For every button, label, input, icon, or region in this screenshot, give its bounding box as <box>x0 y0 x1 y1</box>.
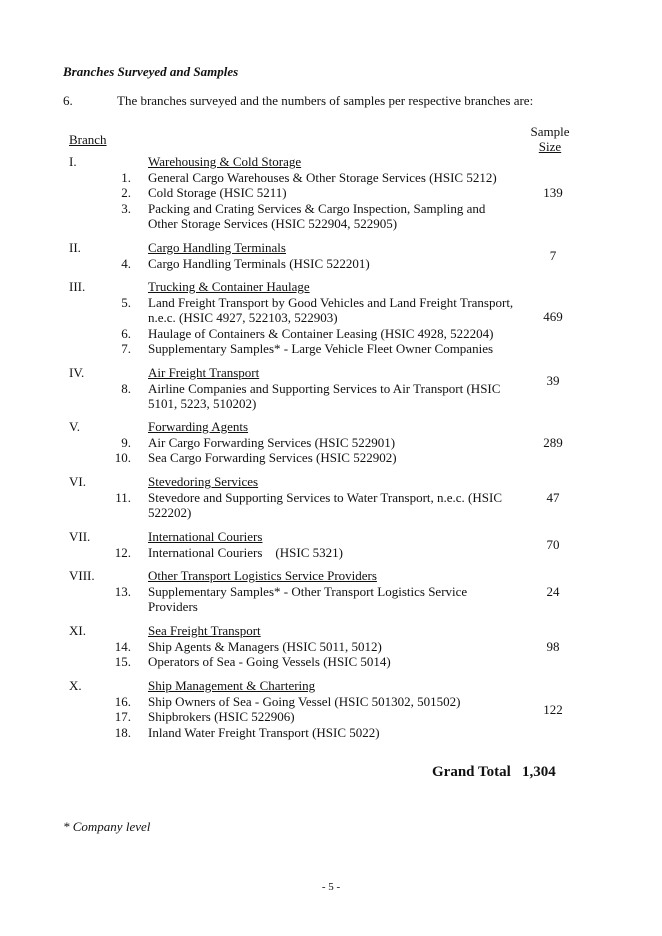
list-item <box>0 450 662 466</box>
sample-count: 122 <box>543 701 563 717</box>
branch-name: Warehousing & Cold Storage <box>148 154 302 169</box>
item-text: Stevedore and Supporting Services to Water Transport, n.e.c. (HSIC 522202) <box>148 489 506 521</box>
item-number: 12. <box>114 544 131 560</box>
branch-items <box>0 295 662 357</box>
item-text: Supplementary Samples* - Large Vehicle Fleet Owner Companies <box>148 341 494 357</box>
grand-total <box>432 764 556 781</box>
item-number: 15. <box>114 654 131 670</box>
list-item <box>0 341 662 357</box>
item-text: Air Cargo Forwarding Services (HSIC 522901) <box>148 434 396 450</box>
grand-total-label: Grand Total <box>432 764 511 780</box>
item-text: Airline Companies and Supporting Services to Air Transport (HSIC 5101, 5223, 510202) <box>148 380 504 412</box>
item-number: 18. <box>114 724 131 740</box>
footnote: * Company level <box>63 819 151 834</box>
grand-total-value: 1,304 <box>522 764 556 780</box>
item-text: Operators of Sea - Going Vessels (HSIC 5014) <box>148 654 391 670</box>
item-number: 17. <box>114 709 131 725</box>
sample-count: 24 <box>546 583 560 599</box>
sample-count: 47 <box>546 489 560 505</box>
item-number: 5. <box>121 294 131 310</box>
sample-count: 70 <box>546 536 560 552</box>
branch-name: Other Transport Logistics Service Providers <box>148 568 377 583</box>
section-title: Branches Surveyed and Samples <box>63 64 239 79</box>
item-number: 8. <box>121 380 131 396</box>
branch-roman-numeral: III. <box>69 279 86 294</box>
sample-count: 98 <box>546 638 560 654</box>
item-text: Ship Agents & Managers (HSIC 5011, 5012) <box>148 638 382 654</box>
item-text: Shipbrokers (HSIC 522906) <box>148 709 295 725</box>
sample-count: 7 <box>549 247 557 263</box>
branch-roman-numeral: VI. <box>69 474 86 489</box>
sample-size-column-header <box>525 124 575 154</box>
branch-name: International Couriers <box>148 529 263 544</box>
sample-header-line2: Size <box>538 139 562 154</box>
sample-count: 39 <box>546 372 560 388</box>
branch-roman-numeral: II. <box>69 240 81 255</box>
item-text: Cargo Handling Terminals (HSIC 522201) <box>148 255 370 271</box>
item-text: Packing and Crating Services & Cargo Inspection, Sampling and Other Storage Services (HSIC 522904, 522905) <box>148 200 489 232</box>
branch-roman-numeral: VII. <box>69 529 91 544</box>
branch-name: Cargo Handling Terminals <box>148 240 286 255</box>
branch-roman-numeral: XI. <box>69 623 86 638</box>
branch-name: Trucking & Container Haulage <box>148 279 310 294</box>
branch-roman-numeral: IV. <box>69 365 85 380</box>
item-number: 2. <box>121 185 131 201</box>
list-item <box>0 654 662 670</box>
item-text: Sea Cargo Forwarding Services (HSIC 522902) <box>148 450 397 466</box>
item-number: 10. <box>114 450 131 466</box>
item-number: 16. <box>114 693 131 709</box>
item-text: Ship Owners of Sea - Going Vessel (HSIC 501302, 501502) <box>148 693 461 709</box>
item-number: 4. <box>121 255 131 271</box>
branch-roman-numeral: I. <box>69 154 77 169</box>
item-number: 14. <box>114 638 131 654</box>
list-item <box>0 201 662 232</box>
item-text: Supplementary Samples* - Other Transport Logistics Service Providers <box>148 583 471 615</box>
item-number: 9. <box>121 434 131 450</box>
sample-header-line1: Sample <box>530 124 570 139</box>
list-item <box>0 725 662 741</box>
item-number: 1. <box>121 169 131 185</box>
sample-count: 469 <box>543 309 563 324</box>
list-item <box>0 170 662 186</box>
item-number: 6. <box>121 325 131 341</box>
item-text: International Couriers (HSIC 5321) <box>148 544 343 560</box>
item-number: 11. <box>115 489 131 505</box>
item-text: General Cargo Warehouses & Other Storage Services (HSIC 5212) <box>148 169 497 185</box>
branch-name: Sea Freight Transport <box>148 623 261 638</box>
branch-name: Forwarding Agents <box>148 419 249 434</box>
item-text: Inland Water Freight Transport (HSIC 5022) <box>148 724 380 740</box>
paragraph-text: The branches surveyed and the numbers of samples per respective branches are: <box>117 93 534 108</box>
item-text: Land Freight Transport by Good Vehicles and Land Freight Transport, n.e.c. (HSIC 4927, 522103, 522903) <box>148 294 517 326</box>
item-number: 7. <box>121 341 131 357</box>
branch-roman-numeral: V. <box>69 419 80 434</box>
page-number: - 5 - <box>321 881 341 893</box>
branch-name: Air Freight Transport <box>148 365 260 380</box>
item-text: Cold Storage (HSIC 5211) <box>148 185 287 201</box>
item-number: 3. <box>121 200 131 216</box>
branch-roman-numeral: VIII. <box>69 568 95 583</box>
sample-count: 289 <box>543 434 563 450</box>
branch-name: Ship Management & Chartering <box>148 678 316 693</box>
branch-roman-numeral: X. <box>69 678 82 693</box>
branch-items <box>0 170 662 232</box>
paragraph-number: 6. <box>63 93 73 108</box>
branch-name: Stevedoring Services <box>148 474 259 489</box>
sample-count: 139 <box>543 184 563 200</box>
branch-column-header: Branch <box>69 132 107 147</box>
list-item <box>0 326 662 342</box>
item-number: 13. <box>114 583 131 599</box>
item-text: Haulage of Containers & Container Leasing (HSIC 4928, 522204) <box>148 325 494 341</box>
